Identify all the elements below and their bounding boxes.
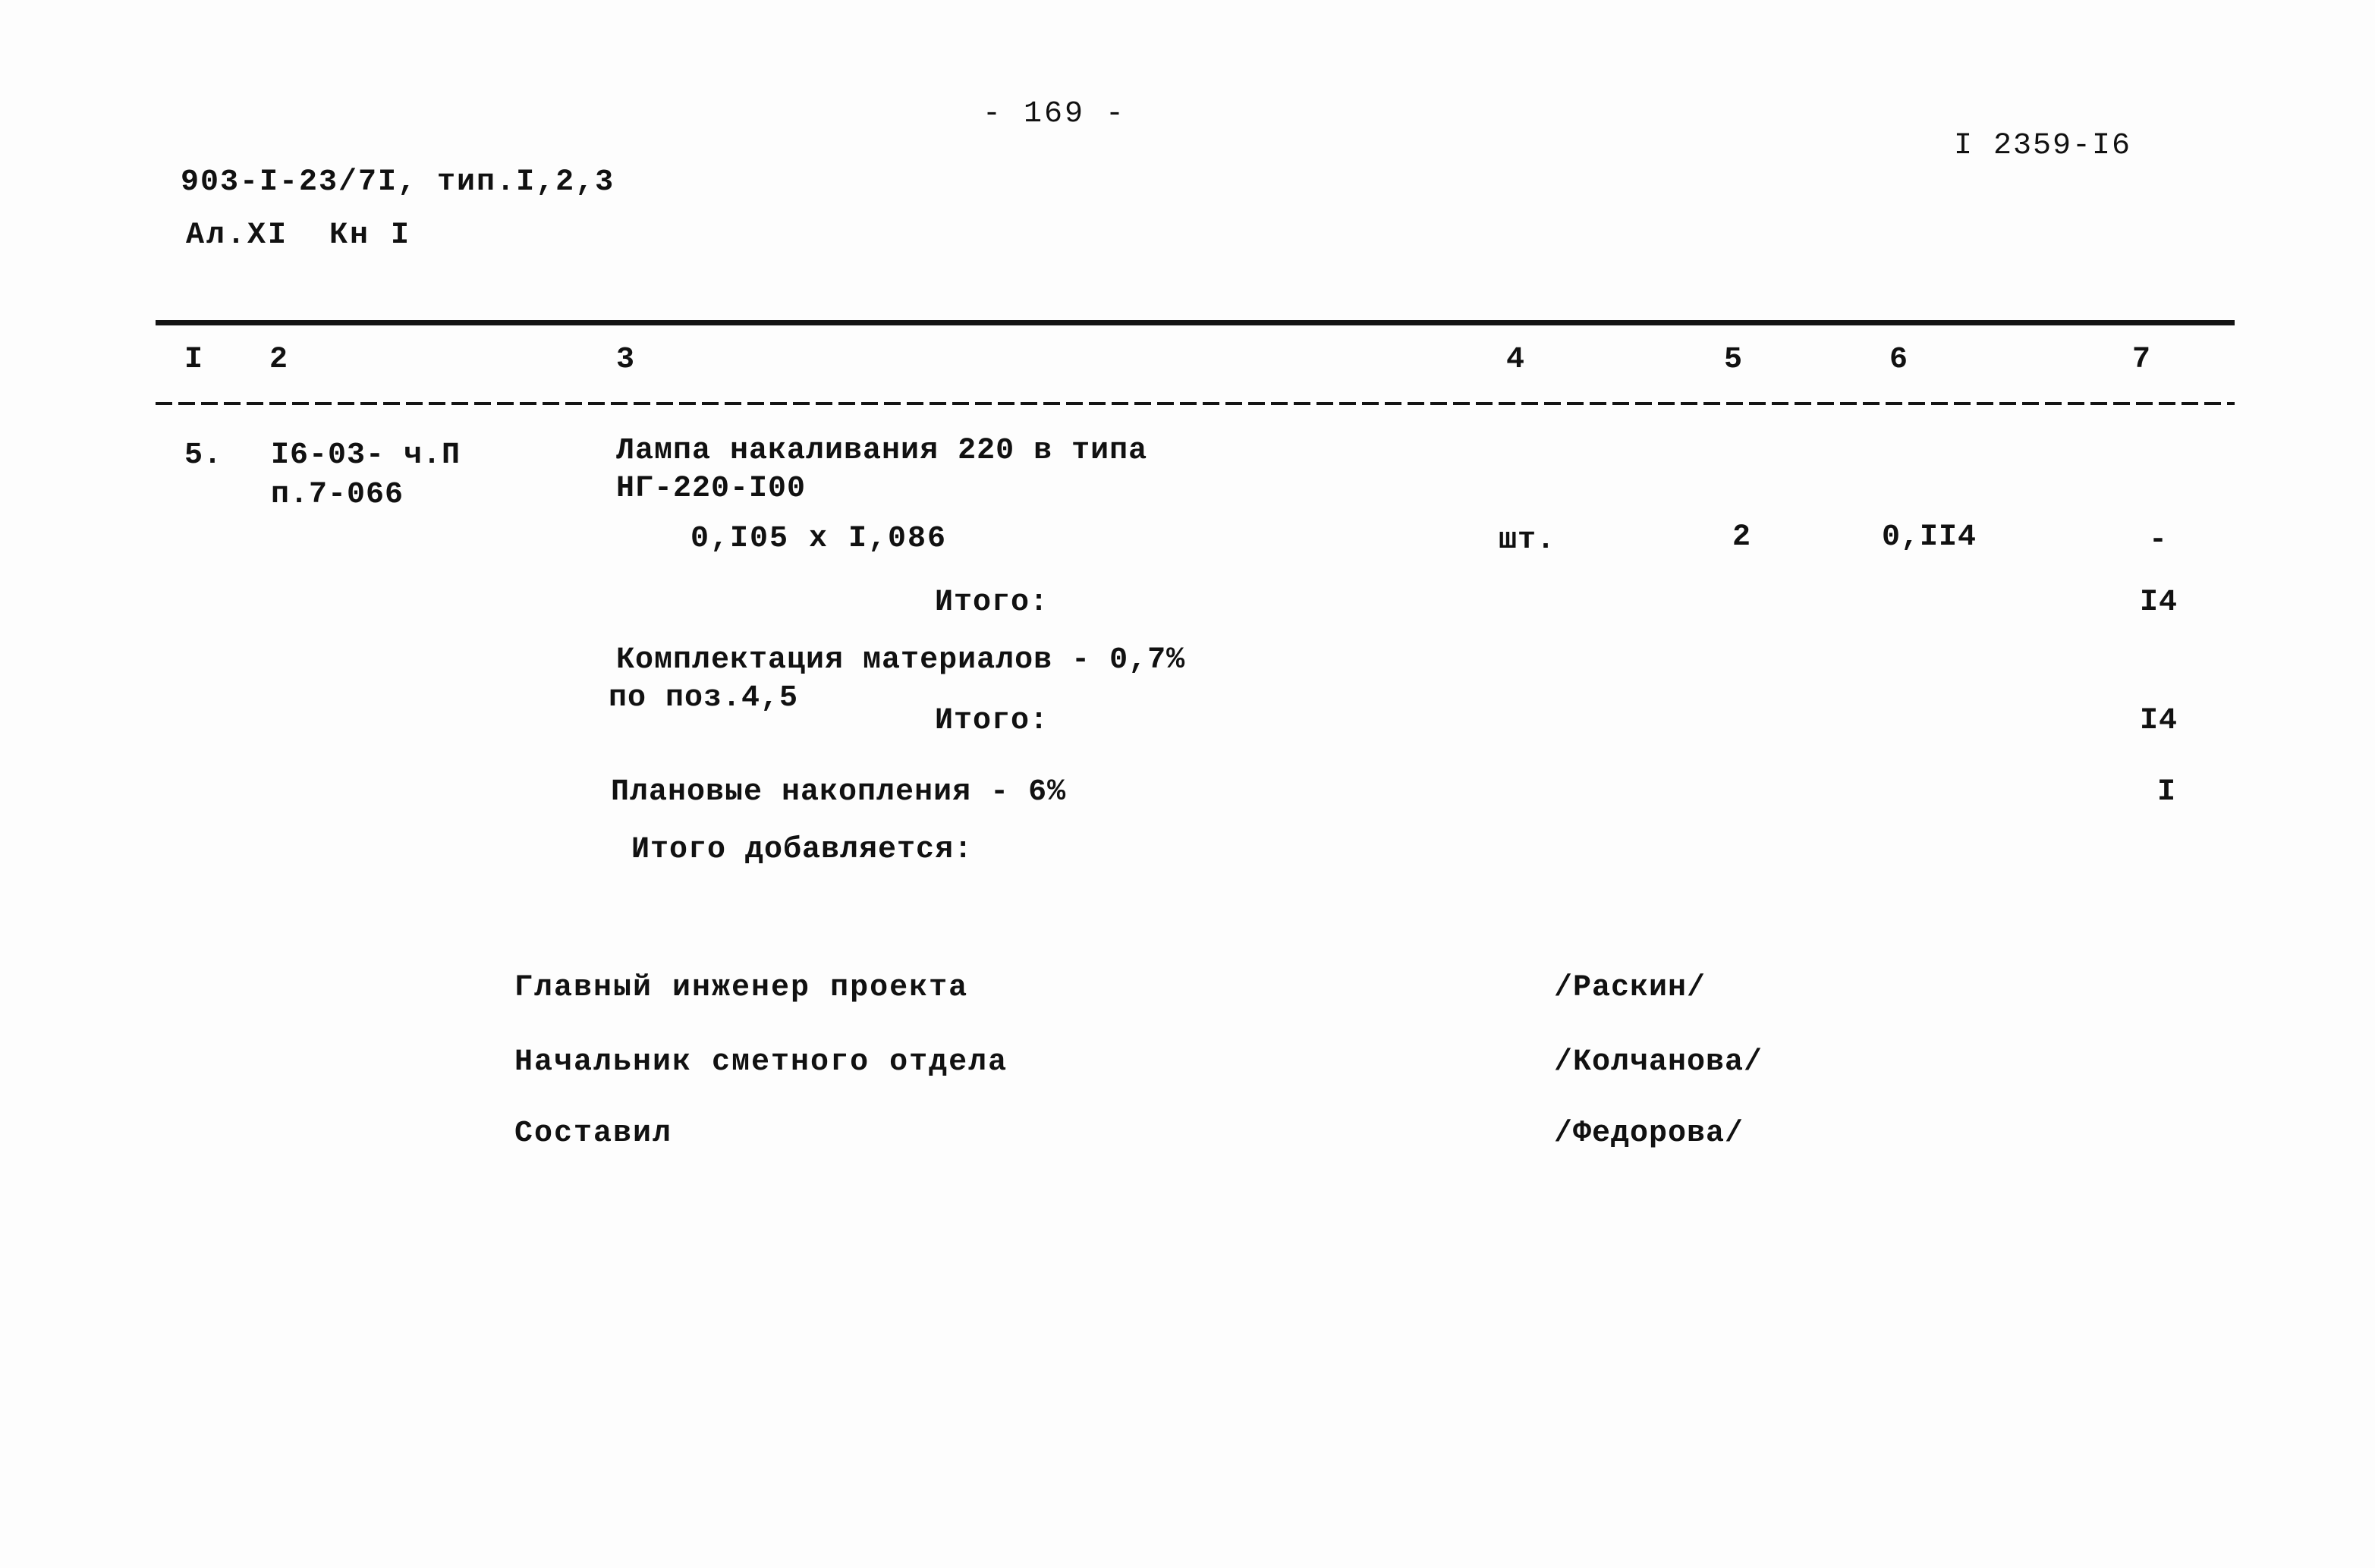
grand-total-label: Итого добавляется: <box>631 833 974 867</box>
total-value-2: I4 <box>2140 704 2178 738</box>
column-number-2: 2 <box>269 343 289 377</box>
total-label-2: Итого: <box>935 704 1049 738</box>
signature-name-estimate-head: /Колчанова/ <box>1554 1045 1763 1079</box>
project-code: 903-I-23/7I, тип.I,2,3 <box>181 165 615 200</box>
column-number-4: 4 <box>1506 343 1526 377</box>
table-row-index: 5. <box>184 438 223 473</box>
column-number-5: 5 <box>1724 343 1744 377</box>
column-number-7: 7 <box>2132 343 2152 377</box>
table-row-description-line-2: НГ-220-I00 <box>616 472 807 506</box>
table-row-norm-line-1: I6-03- ч.П <box>271 438 461 473</box>
table-row-last-column: - <box>2149 523 2169 558</box>
table-row-description-line-1: Лампа накаливания 220 в типа <box>616 434 1148 468</box>
table-row-quantity: 2 <box>1732 520 1752 555</box>
table-header-rule <box>156 402 2235 405</box>
signature-role-estimate-head: Начальник сметного отдела <box>514 1045 1008 1079</box>
signature-role-compiler: Составил <box>514 1117 673 1151</box>
page-number: - 169 - <box>983 97 1127 131</box>
signature-role-chief-engineer: Главный инженер проекта <box>514 971 969 1005</box>
table-row-unit: шт. <box>1499 523 1556 558</box>
signature-name-compiler: /Федорова/ <box>1554 1117 1744 1151</box>
document-code: I 2359-I6 <box>1954 129 2132 163</box>
signature-name-chief-engineer: /Раскин/ <box>1554 971 1707 1005</box>
album-book-line: Ал.XI Кн I <box>186 218 412 253</box>
column-number-6: 6 <box>1889 343 1909 377</box>
completion-line-1: Комплектация материалов - 0,7% <box>616 643 1186 677</box>
plan-savings-label: Плановые накопления - 6% <box>611 775 1067 809</box>
table-row-calculation: 0,I05 x I,086 <box>690 522 948 556</box>
table-row-value: 0,II4 <box>1882 520 1977 555</box>
table-row-norm-line-2: п.7-066 <box>271 478 404 512</box>
column-number-3: 3 <box>616 343 636 377</box>
completion-line-2: по поз.4,5 <box>609 681 799 715</box>
plan-savings-value: I <box>2157 775 2177 809</box>
column-number-1: I <box>184 343 204 377</box>
table-top-rule <box>156 320 2235 325</box>
total-value-1: I4 <box>2140 586 2178 620</box>
total-label-1: Итого: <box>935 586 1049 620</box>
